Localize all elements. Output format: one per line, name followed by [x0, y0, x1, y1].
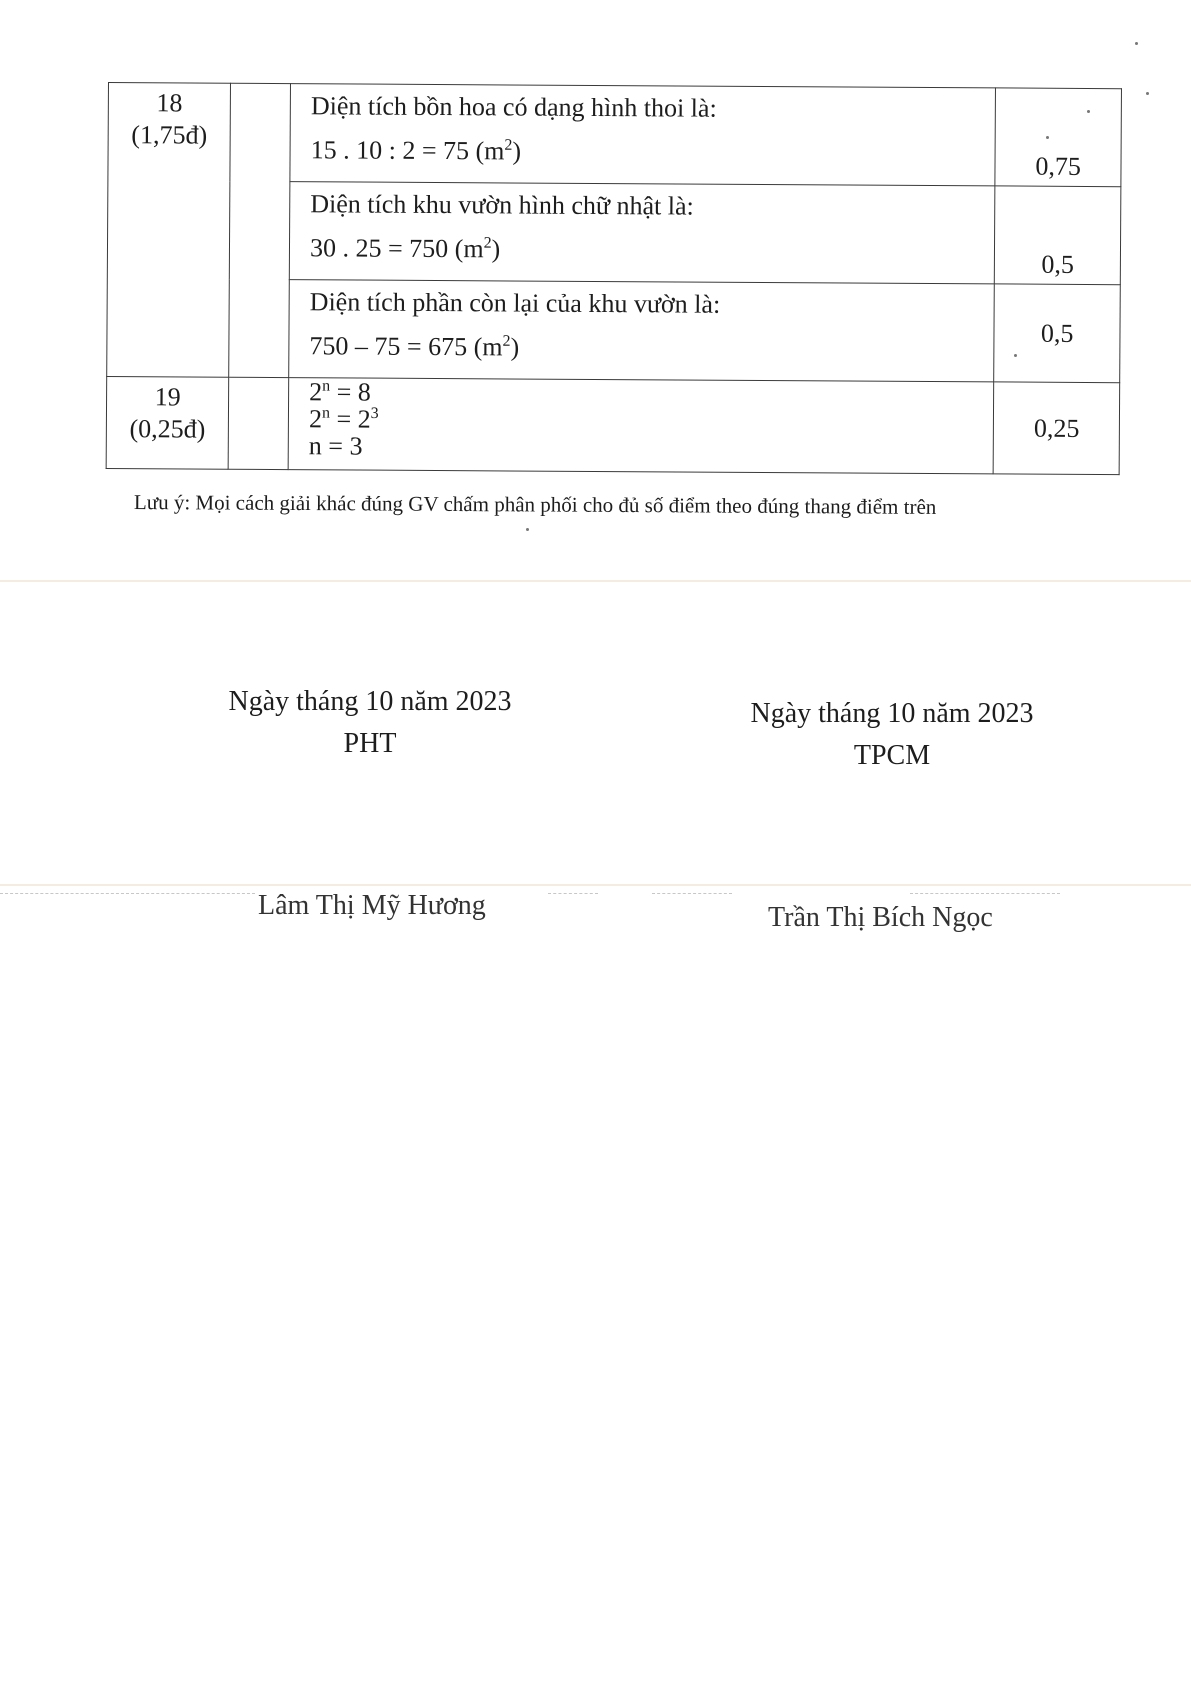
- question-number: 18: [156, 88, 183, 118]
- signer-name-left: Lâm Thị Mỹ Hương: [258, 890, 486, 921]
- solution-cell: [290, 84, 996, 186]
- question-points: (1,75đ): [131, 120, 208, 150]
- solution-formula: n = 3: [308, 431, 363, 461]
- signer-name-right: Trần Thị Bích Ngọc: [768, 902, 993, 933]
- solution-formula: $2^n = 8$: [309, 377, 371, 407]
- blank-cell: [229, 83, 291, 377]
- solution-cell: [289, 280, 995, 382]
- signature-date: Ngày tháng 10 năm 2023: [750, 698, 1034, 729]
- scan-speck: [1146, 92, 1149, 95]
- table-row: [106, 376, 1120, 474]
- question-cell: [107, 83, 231, 378]
- solution-text: Diện tích bồn hoa có dạng hình thoi là:: [310, 91, 717, 123]
- grading-note: Lưu ý: Mọi cách giải khác đúng GV chấm phân phối cho đủ số điểm theo đúng thang điểm trên: [133, 490, 937, 519]
- signature-date: Ngày tháng 10 năm 2023: [228, 686, 512, 717]
- answer-key-table: [106, 82, 1122, 475]
- scan-artifact-line: [548, 893, 598, 894]
- solution-text: Diện tích phần còn lại của khu vườn là:: [309, 287, 721, 319]
- signature-role: TPCM: [853, 740, 931, 771]
- solution-formula: 15 . 10 : 2 = 75 $(m^2)$: [310, 135, 522, 166]
- signature-role: PHT: [343, 728, 397, 759]
- points-cell: 0,5: [994, 284, 1120, 383]
- solution-cell: [289, 182, 995, 284]
- scan-speck: [526, 528, 529, 531]
- solution-cell: [288, 378, 994, 474]
- scan-speck: [1135, 42, 1138, 45]
- signature-block-right: [722, 698, 1062, 772]
- question-cell: [106, 376, 229, 469]
- signature-block-left: [200, 686, 540, 760]
- scan-speck: [1087, 110, 1090, 113]
- scan-speck: [1014, 354, 1017, 357]
- blank-cell: [228, 377, 288, 469]
- points-cell: 0,25: [994, 382, 1120, 475]
- question-number: 19: [154, 382, 181, 412]
- scan-fold-line: [0, 580, 1191, 582]
- scan-artifact-line: [910, 893, 1060, 894]
- solution-formula: $2^n = 2^3$: [308, 404, 379, 434]
- table-row: [108, 83, 1122, 187]
- scan-artifact-line: [652, 893, 732, 894]
- points-cell: 0,5: [995, 186, 1121, 285]
- scan-fold-line: [0, 884, 1191, 886]
- question-points: (0,25đ): [129, 414, 206, 444]
- scan-speck: [1046, 136, 1049, 139]
- points-cell: 0,75: [995, 88, 1121, 187]
- solution-formula: 750 – 75 = 675 $(m^2)$: [309, 331, 520, 362]
- solution-text: Diện tích khu vườn hình chữ nhật là:: [310, 189, 694, 221]
- solution-formula: 30 . 25 = 750 $(m^2)$: [309, 233, 501, 264]
- scan-artifact-line: [0, 893, 255, 894]
